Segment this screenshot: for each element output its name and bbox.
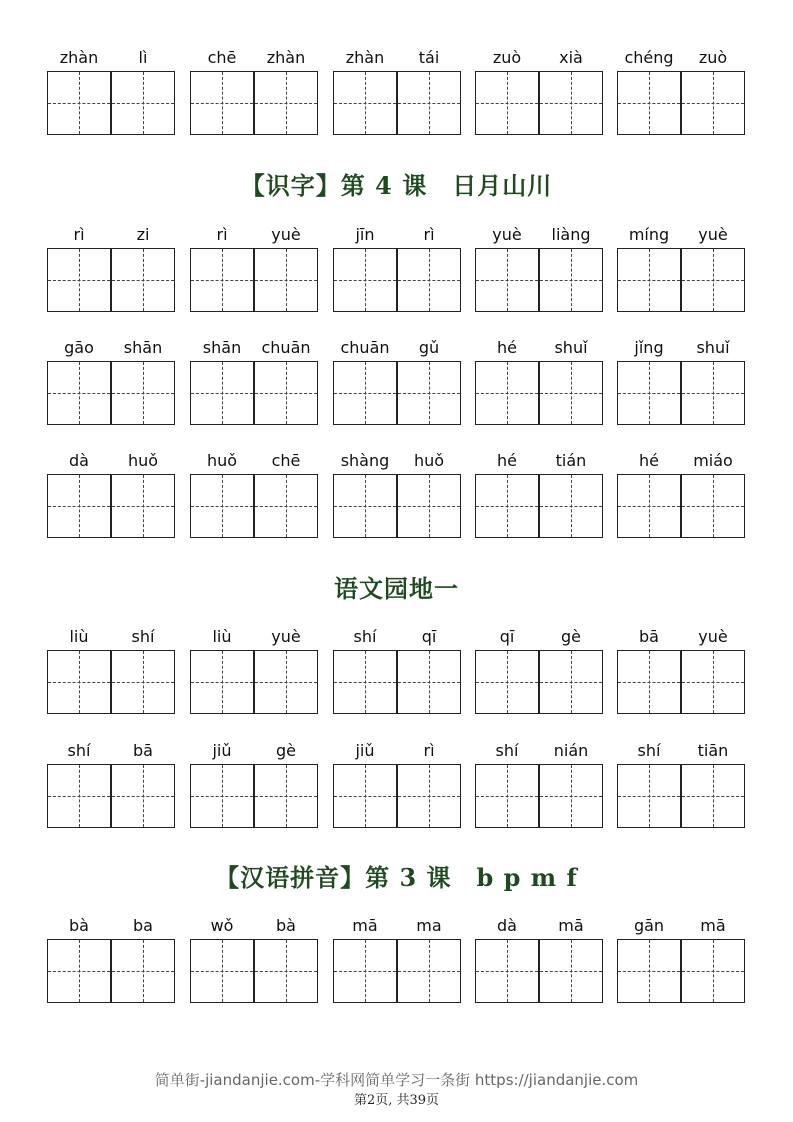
writing-grid-cell — [397, 764, 461, 828]
pinyin-label: shí — [131, 627, 155, 646]
word-pair — [47, 915, 176, 1005]
writing-grid-cell — [111, 71, 175, 135]
pinyin-label: huǒ — [127, 451, 159, 470]
pinyin-label: zuò — [492, 48, 522, 67]
writing-grid-cell — [190, 650, 254, 714]
writing-grid-cell — [111, 764, 175, 828]
pinyin-label: hé — [497, 338, 517, 357]
pinyin-label: rì — [216, 225, 228, 244]
section-heading: 语文园地一 — [334, 574, 459, 603]
pinyin-label: yuè — [492, 225, 522, 244]
writing-grid-cell — [397, 71, 461, 135]
writing-grid-cell — [254, 474, 318, 538]
pinyin-label: chē — [207, 48, 237, 67]
pinyin-label: huǒ — [206, 451, 238, 470]
writing-grid-cell — [397, 650, 461, 714]
pinyin-label: chuān — [340, 338, 390, 357]
pinyin-label: wǒ — [210, 916, 234, 935]
writing-grid-cell — [254, 650, 318, 714]
word-pair — [617, 450, 746, 540]
word-pair — [617, 740, 746, 830]
pinyin-label: tiān — [697, 741, 729, 760]
writing-grid-cell — [617, 71, 681, 135]
pinyin-label: rì — [423, 741, 435, 760]
writing-grid-cell — [475, 248, 539, 312]
pinyin-label: gān — [633, 916, 665, 935]
pinyin-label: shí — [353, 627, 377, 646]
pinyin-label: shān — [202, 338, 242, 357]
pinyin-label: xià — [559, 48, 583, 67]
writing-grid-cell — [111, 474, 175, 538]
pinyin-label: rì — [423, 225, 435, 244]
writing-grid-cell — [111, 650, 175, 714]
writing-grid-cell — [681, 248, 745, 312]
writing-grid-cell — [333, 939, 397, 1003]
writing-grid-cell — [254, 939, 318, 1003]
word-pair — [333, 224, 462, 314]
writing-grid-cell — [190, 361, 254, 425]
writing-grid-cell — [190, 71, 254, 135]
pinyin-label: dà — [497, 916, 517, 935]
writing-grid-cell — [254, 248, 318, 312]
word-pair — [333, 47, 462, 137]
pinyin-label: gè — [276, 741, 296, 760]
pinyin-label: nián — [553, 741, 589, 760]
writing-grid-cell — [111, 939, 175, 1003]
word-pair — [190, 915, 319, 1005]
pinyin-label: gè — [561, 627, 581, 646]
pinyin-label: shí — [67, 741, 91, 760]
pinyin-label: zhàn — [345, 48, 385, 67]
writing-grid-cell — [539, 764, 603, 828]
writing-grid-cell — [681, 71, 745, 135]
pinyin-label: shàng — [340, 451, 390, 470]
tianzige-row — [47, 337, 747, 427]
pinyin-label: chuān — [261, 338, 311, 357]
writing-grid-cell — [397, 248, 461, 312]
writing-grid-cell — [539, 939, 603, 1003]
word-pair — [190, 47, 319, 137]
pinyin-label: zi — [136, 225, 150, 244]
word-pair — [47, 450, 176, 540]
section-heading: 【汉语拼音】第 3 课 b p m f — [215, 863, 578, 892]
pinyin-label: yuè — [698, 225, 728, 244]
writing-grid-cell — [47, 361, 111, 425]
writing-grid-cell — [617, 650, 681, 714]
writing-grid-cell — [190, 939, 254, 1003]
pinyin-label: rì — [73, 225, 85, 244]
writing-grid-cell — [190, 764, 254, 828]
pinyin-label: liù — [69, 627, 89, 646]
writing-grid-cell — [617, 248, 681, 312]
pinyin-label: huǒ — [413, 451, 445, 470]
pinyin-label: tái — [418, 48, 440, 67]
writing-grid-cell — [333, 474, 397, 538]
writing-grid-cell — [475, 361, 539, 425]
pinyin-label: yuè — [271, 225, 301, 244]
section-heading: 【识字】第 4 课 日月山川 — [240, 171, 553, 200]
pinyin-label: shuǐ — [554, 338, 588, 357]
word-pair — [617, 915, 746, 1005]
writing-grid-cell — [681, 474, 745, 538]
pinyin-label: ma — [416, 916, 442, 935]
pinyin-label: yuè — [271, 627, 301, 646]
writing-grid-cell — [475, 650, 539, 714]
tianzige-row — [47, 47, 747, 137]
pinyin-label: bā — [639, 627, 659, 646]
word-pair — [190, 740, 319, 830]
word-pair — [475, 626, 604, 716]
pinyin-label: zhàn — [266, 48, 306, 67]
writing-grid-cell — [681, 361, 745, 425]
pinyin-label: jiǔ — [212, 741, 232, 760]
writing-grid-cell — [617, 361, 681, 425]
writing-grid-cell — [681, 650, 745, 714]
writing-grid-cell — [333, 650, 397, 714]
footer-site-link[interactable]: 简单街-jiandanjie.com-学科网简单学习一条街 https://jiandanjie.com — [154, 1071, 639, 1089]
pinyin-label: zuò — [698, 48, 728, 67]
tianzige-row — [47, 915, 747, 1005]
pinyin-label: gǔ — [418, 338, 440, 357]
word-pair — [190, 626, 319, 716]
word-pair — [475, 450, 604, 540]
tianzige-row — [47, 224, 747, 314]
pinyin-label: miáo — [693, 451, 733, 470]
word-pair — [333, 450, 462, 540]
writing-grid-cell — [333, 71, 397, 135]
word-pair — [475, 740, 604, 830]
writing-grid-cell — [539, 71, 603, 135]
pinyin-label: zhàn — [59, 48, 99, 67]
writing-grid-cell — [397, 474, 461, 538]
word-pair — [47, 626, 176, 716]
writing-grid-cell — [254, 764, 318, 828]
pinyin-label: mā — [558, 916, 584, 935]
writing-grid-cell — [47, 939, 111, 1003]
pinyin-label: lì — [138, 48, 148, 67]
writing-grid-cell — [111, 361, 175, 425]
pinyin-label: shí — [637, 741, 661, 760]
writing-grid-cell — [475, 71, 539, 135]
word-pair — [47, 337, 176, 427]
pinyin-label: jǐng — [634, 338, 664, 357]
tianzige-row — [47, 626, 747, 716]
writing-grid-cell — [47, 248, 111, 312]
pinyin-label: shí — [495, 741, 519, 760]
pinyin-label: shuǐ — [696, 338, 730, 357]
writing-grid-cell — [475, 939, 539, 1003]
pinyin-label: hé — [639, 451, 659, 470]
word-pair — [617, 337, 746, 427]
tianzige-row — [47, 740, 747, 830]
pinyin-label: chē — [271, 451, 301, 470]
writing-grid-cell — [190, 474, 254, 538]
pinyin-label: qī — [499, 627, 515, 646]
writing-grid-cell — [397, 361, 461, 425]
footer-page-number: 第2页, 共39页 — [353, 1093, 440, 1108]
pinyin-label: yuè — [698, 627, 728, 646]
writing-grid-cell — [539, 248, 603, 312]
writing-grid-cell — [617, 474, 681, 538]
writing-grid-cell — [617, 764, 681, 828]
word-pair — [47, 47, 176, 137]
word-pair — [333, 626, 462, 716]
pinyin-label: liàng — [551, 225, 591, 244]
writing-grid-cell — [539, 650, 603, 714]
word-pair — [190, 224, 319, 314]
writing-grid-cell — [47, 71, 111, 135]
writing-grid-cell — [475, 474, 539, 538]
pinyin-label: bà — [69, 916, 89, 935]
pinyin-label: qī — [421, 627, 437, 646]
word-pair — [333, 915, 462, 1005]
writing-grid-cell — [539, 474, 603, 538]
word-pair — [475, 47, 604, 137]
writing-grid-cell — [111, 248, 175, 312]
writing-grid-cell — [539, 361, 603, 425]
word-pair — [475, 337, 604, 427]
writing-grid-cell — [47, 764, 111, 828]
writing-grid-cell — [617, 939, 681, 1003]
pinyin-label: bā — [133, 741, 153, 760]
word-pair — [190, 450, 319, 540]
word-pair — [333, 337, 462, 427]
pinyin-label: shān — [123, 338, 163, 357]
word-pair — [617, 47, 746, 137]
writing-grid-cell — [333, 361, 397, 425]
pinyin-label: míng — [628, 225, 670, 244]
pinyin-label: tián — [555, 451, 587, 470]
writing-grid-cell — [475, 764, 539, 828]
pinyin-label: bà — [276, 916, 296, 935]
pinyin-label: jiǔ — [355, 741, 375, 760]
pinyin-label: hé — [497, 451, 517, 470]
pinyin-label: mā — [352, 916, 378, 935]
word-pair — [617, 626, 746, 716]
word-pair — [47, 224, 176, 314]
writing-grid-cell — [333, 248, 397, 312]
writing-grid-cell — [254, 71, 318, 135]
pinyin-label: gāo — [64, 338, 94, 357]
writing-grid-cell — [681, 939, 745, 1003]
writing-grid-cell — [681, 764, 745, 828]
pinyin-label: mā — [700, 916, 726, 935]
tianzige-row — [47, 450, 747, 540]
pinyin-label: liù — [212, 627, 232, 646]
writing-grid-cell — [397, 939, 461, 1003]
writing-grid-cell — [190, 248, 254, 312]
writing-grid-cell — [254, 361, 318, 425]
word-pair — [190, 337, 319, 427]
writing-grid-cell — [333, 764, 397, 828]
word-pair — [475, 915, 604, 1005]
word-pair — [47, 740, 176, 830]
word-pair — [475, 224, 604, 314]
pinyin-label: jīn — [355, 225, 375, 244]
pinyin-label: ba — [133, 916, 153, 935]
pinyin-label: dà — [69, 451, 89, 470]
pinyin-label: chéng — [624, 48, 674, 67]
writing-grid-cell — [47, 650, 111, 714]
word-pair — [617, 224, 746, 314]
writing-grid-cell — [47, 474, 111, 538]
word-pair — [333, 740, 462, 830]
